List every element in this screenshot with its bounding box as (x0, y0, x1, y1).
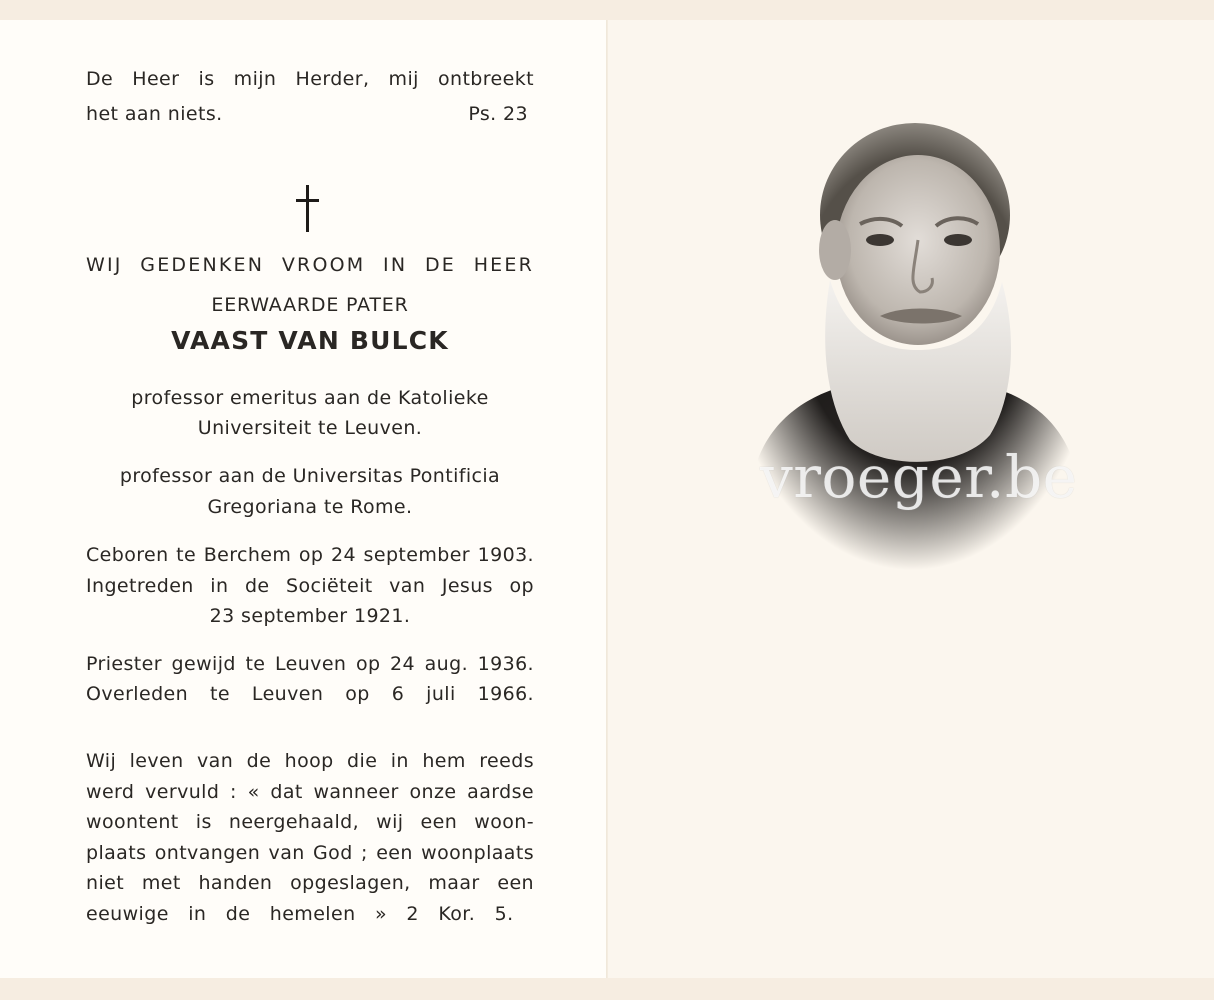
closing-line-3: woontent is neergehaald, wij een woon- (86, 811, 534, 833)
entered-line-2: 23 september 1921. (209, 605, 411, 627)
closing-line-1: Wij leven van de hoop die in hem reeds (86, 750, 534, 772)
closing-line-2: werd vervuld : « dat wanneer onze aardse (86, 781, 534, 803)
watermark: vroeger.be (760, 443, 1078, 511)
cross-icon (294, 185, 322, 233)
ordination-line: Priester gewijd te Leuven op 24 aug. 1936. (86, 653, 534, 675)
closing-line-5: niet met handen opgeslagen, maar een (86, 872, 534, 894)
death-line: Overleden te Leuven op 6 juli 1966. (86, 683, 534, 705)
heading-line-1: WIJ GEDENKEN VROOM IN DE HEER (86, 254, 534, 276)
psalm-reference: Ps. 23 (468, 103, 528, 125)
title-1-line-2: Universiteit te Leuven. (197, 417, 423, 439)
text-panel (0, 20, 608, 978)
title-2-line-2: Gregoriana te Rome. (207, 496, 413, 518)
birth-line: Ceboren te Berchem op 24 september 1903. (86, 544, 534, 566)
title-1-line-1: professor emeritus aan de Katolieke (131, 387, 489, 409)
psalm-line-2 (86, 103, 534, 125)
heading-line-2: EERWAARDE PATER (211, 294, 409, 316)
deceased-name: VAAST VAN BULCK (171, 326, 449, 355)
psalm-line-2-text: het aan niets. (86, 103, 223, 125)
closing-line-6: eeuwige in de hemelen » 2 Kor. 5. (86, 903, 514, 925)
entered-line-1: Ingetreden in de Sociëteit van Jesus op (86, 575, 534, 597)
closing-line-4: plaats ontvangen van God ; een woonplaats (86, 842, 534, 864)
title-2-line-1: professor aan de Universitas Pontificia (119, 465, 501, 487)
psalm-line-1: De Heer is mijn Herder, mij ontbreekt (86, 68, 534, 90)
